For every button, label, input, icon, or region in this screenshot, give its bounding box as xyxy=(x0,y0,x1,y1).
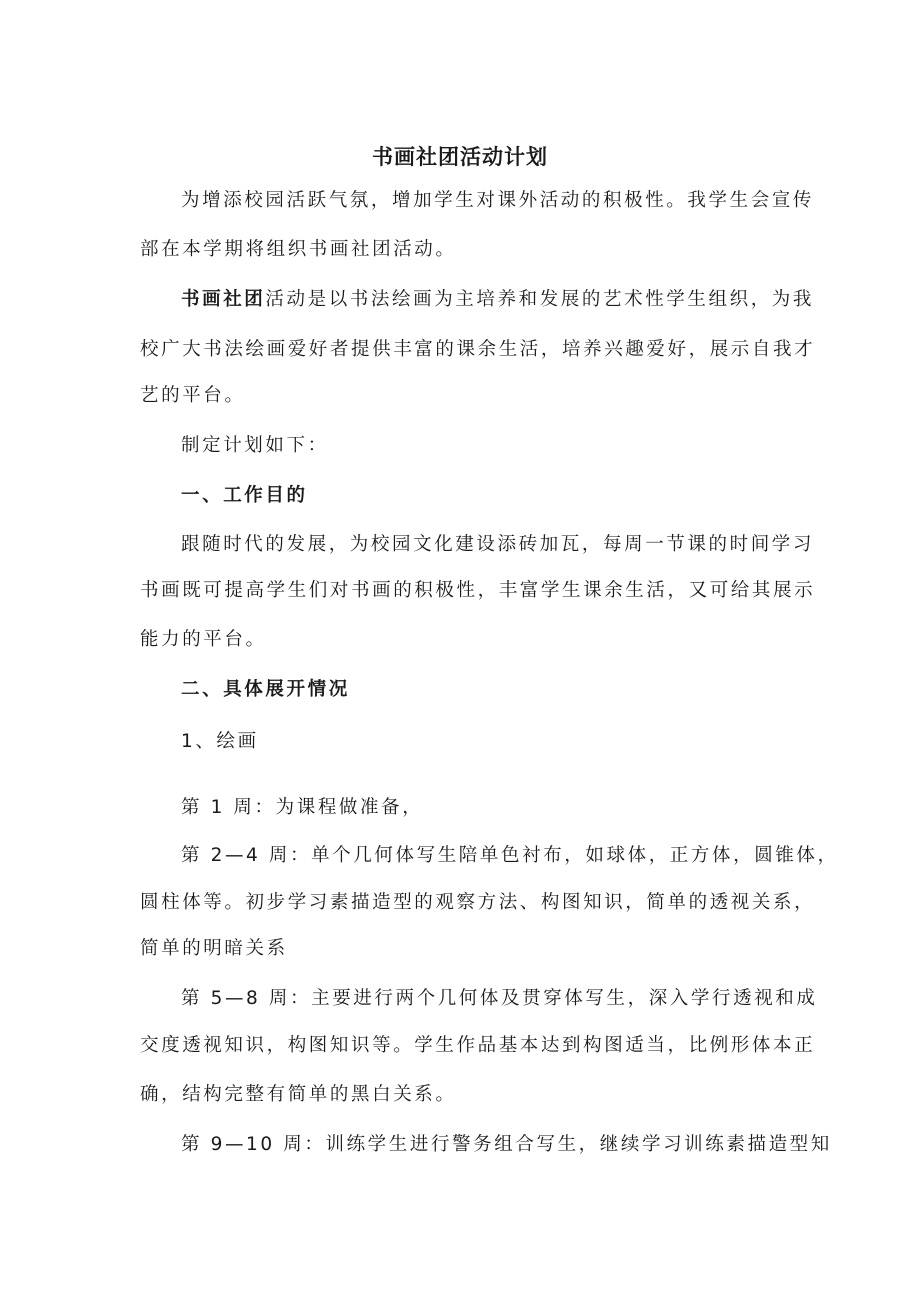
paragraph-club-line-3: 艺的平台。 xyxy=(140,385,246,406)
paragraph-intro-line-1: 为增添校园活跃气氛，增加学生对课外活动的积极性。我学生会宣传 xyxy=(181,190,815,211)
week-5-8-line-1: 第 5—8 周：主要进行两个几何体及贯穿体写生，深入学行透视和成 xyxy=(181,988,818,1009)
paragraph-purpose-line-2: 书画既可提高学生们对书画的积极性，丰富学生课余生活，又可给其展示 xyxy=(140,580,816,601)
paragraph-club-line-2: 校广大书法绘画爱好者提供丰富的课余生活，培养兴趣爱好，展示自我才 xyxy=(140,339,816,360)
plan-intro: 制定计划如下： xyxy=(181,435,329,456)
week-1-line: 第 1 周：为课程做准备， xyxy=(181,797,424,818)
week-5-8-line-2: 交度透视知识，构图知识等。学生作品基本达到构图适当，比例形体本正 xyxy=(140,1035,816,1056)
week-2-4-line-1: 第 2—4 周：单个几何体写生陪单色衬布，如球体，正方体，圆锥体， xyxy=(181,845,839,866)
document-title: 书画社团活动计划 xyxy=(372,145,548,169)
week-2-4-line-2: 圆柱体等。初步学习素描造型的观察方法、构图知识，简单的透视关系， xyxy=(140,892,816,913)
club-description-text: 活动是以书法绘画为主培养和发展的艺术性学生组织，为我 xyxy=(265,289,815,310)
paragraph-club-line-1 xyxy=(181,284,815,316)
section-heading-purpose: 一、工作目的 xyxy=(181,485,308,506)
club-name-bold: 书画社团 xyxy=(181,289,266,310)
week-9-10-line-1: 第 9—10 周：训练学生进行警务组合写生，继续学习训练素描造型知 xyxy=(181,1134,832,1155)
subsection-painting: 1、绘画 xyxy=(181,731,259,752)
week-2-4-line-3: 简单的明暗关系 xyxy=(140,938,288,959)
paragraph-purpose-line-1: 跟随时代的发展，为校园文化建设添砖加瓦，每周一节课的时间学习 xyxy=(181,534,815,555)
paragraph-intro-line-2: 部在本学期将组织书画社团活动。 xyxy=(140,239,457,260)
paragraph-purpose-line-3: 能力的平台。 xyxy=(140,629,267,650)
section-heading-details: 二、具体展开情况 xyxy=(181,679,350,700)
week-5-8-line-3: 确，结构完整有简单的黑白关系。 xyxy=(140,1084,457,1105)
